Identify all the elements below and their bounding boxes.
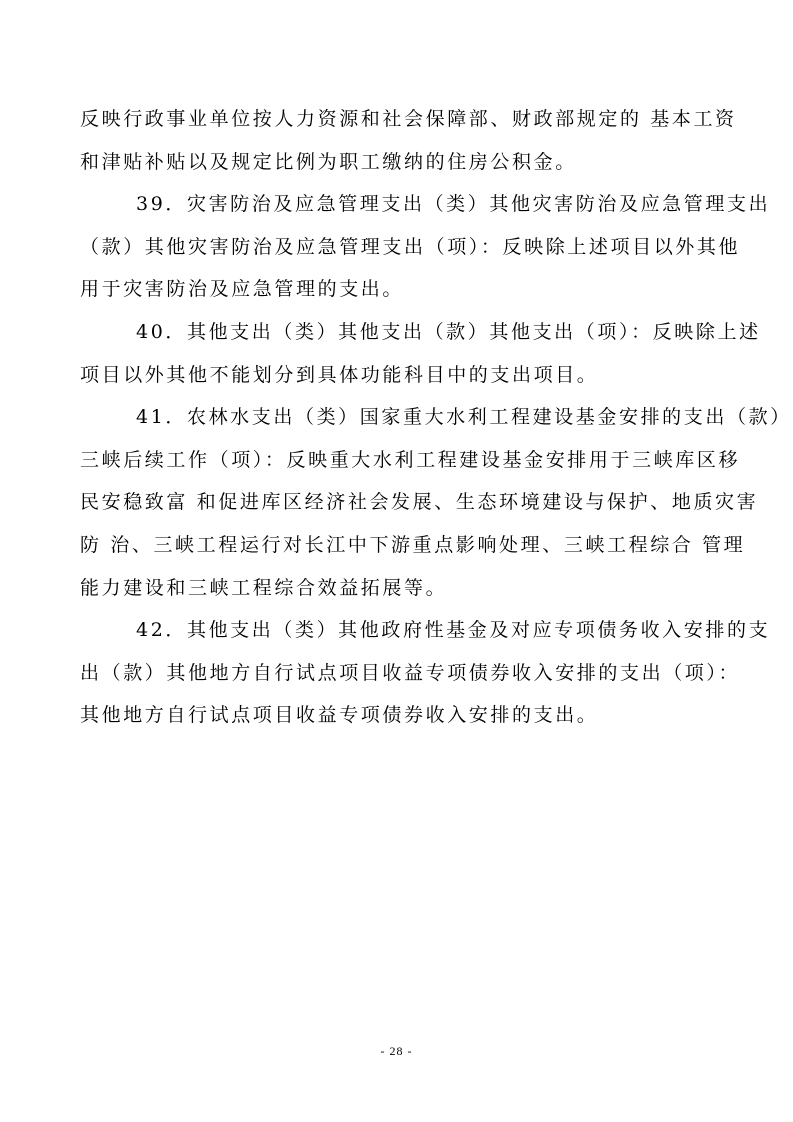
document-body <box>80 98 792 737</box>
text-line: 出（款）其他地方自行试点项目收益专项债券收入安排的支出（项）： <box>80 661 741 684</box>
text-line: 项目以外其他不能划分到具体功能科目中的支出项目。 <box>80 363 599 386</box>
paragraph-item-41 <box>80 396 792 609</box>
text-line: 42．其他支出（类）其他政府性基金及对应专项债务收入安排的支 <box>136 619 771 642</box>
paragraph-item-39 <box>80 183 771 311</box>
text-line: 41．农林水支出（类）国家重大水利工程建设基金安排的支出（款） <box>136 406 792 429</box>
text-line: 40．其他支出（类）其他支出（款）其他支出（项）：反映除上述 <box>136 320 761 343</box>
text-line: （款）其他灾害防治及应急管理支出（项）：反映除上述项目以外其他 <box>80 235 741 258</box>
paragraph-item-40 <box>80 311 761 396</box>
text-line: 反映行政事业单位按人力资源和社会保障部、财政部规定的 基本工资 <box>80 108 737 130</box>
text-line: 防 治、三峡工程运行对长江中下游重点影响处理、三峡工程综合 管理 <box>80 533 746 556</box>
paragraph-continuation <box>80 98 744 183</box>
text-line: 能力建设和三峡工程综合效益拓展等。 <box>80 576 448 599</box>
text-line: 三峡后续工作（项）：反映重大水利工程建设基金安排用于三峡库区移 <box>80 448 741 471</box>
text-line: 民安稳致富 和促进库区经济社会发展、生态环境建设与保护、地质灾害 <box>80 491 759 514</box>
text-line: 和津贴补贴以及规定比例为职工缴纳的住房公积金。 <box>80 150 577 173</box>
text-line: 用于灾害防治及应急管理的支出。 <box>80 278 405 301</box>
text-line: 39．灾害防治及应急管理支出（类）其他灾害防治及应急管理支出 <box>136 193 771 216</box>
page-number: - 28 - <box>380 1044 413 1058</box>
text-line: 其他地方自行试点项目收益专项债券收入安排的支出。 <box>80 704 599 727</box>
paragraph-item-42 <box>80 609 771 737</box>
